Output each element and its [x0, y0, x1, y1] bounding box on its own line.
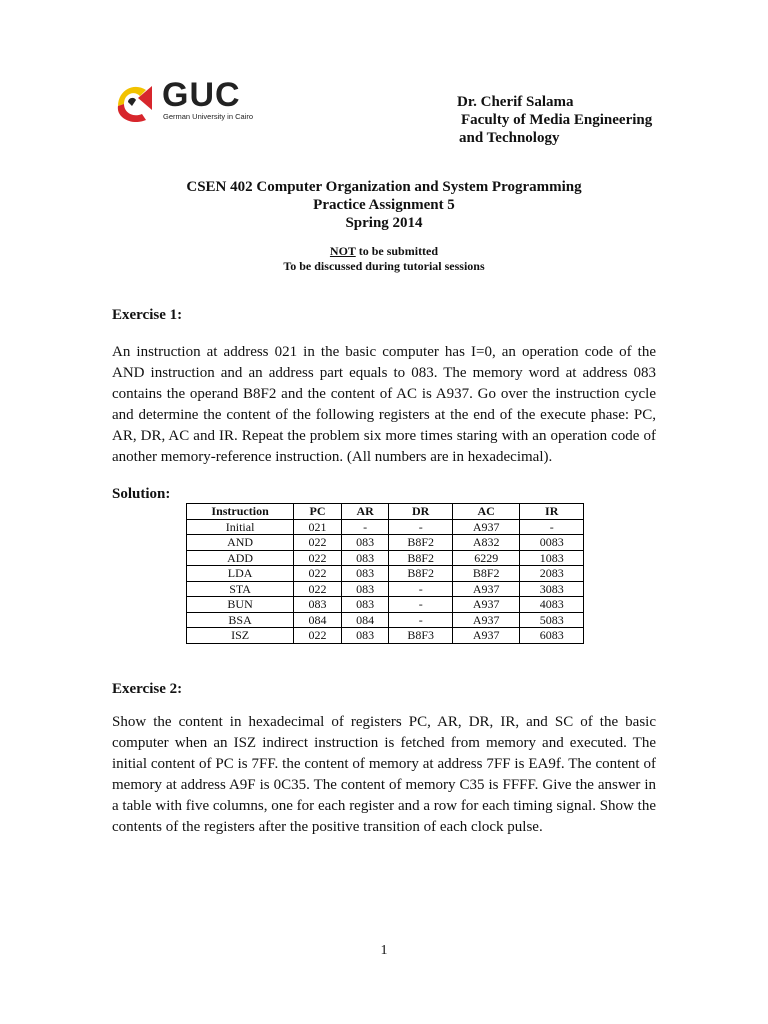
cell: 083 — [341, 628, 389, 644]
cell: 022 — [294, 581, 342, 597]
cell: A832 — [452, 535, 519, 551]
cell: STA — [187, 581, 294, 597]
cell: AND — [187, 535, 294, 551]
cell: B8F2 — [389, 566, 453, 582]
cell: B8F2 — [389, 535, 453, 551]
header-ac: AC — [452, 504, 519, 520]
table-row — [187, 535, 584, 551]
table-row — [187, 581, 584, 597]
table-row — [187, 612, 584, 628]
cell: 083 — [341, 550, 389, 566]
guc-logo — [112, 76, 282, 126]
notice-line2: To be discussed during tutorial sessions — [283, 259, 485, 273]
cell: 3083 — [520, 581, 584, 597]
cell: Initial — [187, 519, 294, 535]
exercise2-text: Show the content in hexadecimal of registers PC, AR, DR, IR, and SC of the basic computer when an ISZ indirect instruction is fetched from memory and executed. The initial content of PC is 7FF. the content of memory at address 7FF is EA9f. The content of memory at address A9F is 0C35. The content of memory C35 is FFFF. Give the answer in a table with five columns, one for each register and a row for each timing signal. Show the contents of the registers after the positive transition of each clock pulse. — [112, 714, 656, 835]
submission-notice — [0, 244, 768, 274]
table-row — [187, 550, 584, 566]
cell: BSA — [187, 612, 294, 628]
cell: 5083 — [520, 612, 584, 628]
cell: 021 — [294, 519, 342, 535]
cell: - — [341, 519, 389, 535]
cell: B8F2 — [452, 566, 519, 582]
cell: LDA — [187, 566, 294, 582]
table-row — [187, 519, 584, 535]
cell: - — [389, 581, 453, 597]
header-ir: IR — [520, 504, 584, 520]
exercise1-title: Exercise 1: — [112, 307, 183, 323]
cell: 6083 — [520, 628, 584, 644]
notice-line1-rest: to be submitted — [355, 244, 439, 258]
cell: 084 — [341, 612, 389, 628]
term: Spring 2014 — [345, 215, 423, 231]
author-faculty-line2: and Technology — [459, 130, 560, 146]
notice-not-word: NOT — [329, 244, 356, 258]
table-header-row — [187, 504, 584, 520]
table-row — [187, 597, 584, 613]
cell: - — [389, 519, 453, 535]
author-name: Dr. Cherif Salama — [457, 94, 574, 110]
cell: 4083 — [520, 597, 584, 613]
course-title: CSEN 402 Computer Organization and System Programming — [186, 179, 582, 195]
cell: A937 — [452, 612, 519, 628]
cell: BUN — [187, 597, 294, 613]
header-instruction: Instruction — [187, 504, 294, 520]
guc-emblem-icon — [112, 76, 158, 122]
assignment-title: Practice Assignment 5 — [313, 197, 455, 213]
header-pc: PC — [294, 504, 342, 520]
cell: 083 — [294, 597, 342, 613]
cell: 084 — [294, 612, 342, 628]
solution-title: Solution: — [112, 486, 171, 502]
table-row — [187, 628, 584, 644]
cell: 022 — [294, 628, 342, 644]
cell: 2083 — [520, 566, 584, 582]
table-row — [187, 566, 584, 582]
cell: 1083 — [520, 550, 584, 566]
logo-wordmark: GUC — [162, 76, 241, 114]
header-dr: DR — [389, 504, 453, 520]
author-block — [457, 93, 652, 147]
cell: - — [389, 612, 453, 628]
logo-subtitle: German University in Cairo — [163, 112, 254, 121]
cell: 083 — [341, 597, 389, 613]
cell: - — [389, 597, 453, 613]
cell: 083 — [341, 566, 389, 582]
cell: 083 — [341, 535, 389, 551]
cell: A937 — [452, 628, 519, 644]
page-number: 1 — [380, 943, 388, 958]
cell: - — [520, 519, 584, 535]
exercise1-text: An instruction at address 021 in the basic computer has I=0, an operation code of the AND instruction and an address part equals to 083. The memory word at address 083 contains the operand B8F2 and the content of AC is A937. Go over the instruction cycle and determine the content of the following registers at the end of the execute phase: PC, AR, DR, AC and IR. Repeat the problem six more times staring with an operation code of another memory-reference instruction. (All numbers are in hexadecimal). — [112, 344, 656, 465]
cell: B8F3 — [389, 628, 453, 644]
cell: 022 — [294, 550, 342, 566]
cell: A937 — [452, 597, 519, 613]
cell: 0083 — [520, 535, 584, 551]
cell: A937 — [452, 519, 519, 535]
cell: 6229 — [452, 550, 519, 566]
cell: ADD — [187, 550, 294, 566]
author-faculty-line1: Faculty of Media Engineering — [461, 112, 653, 128]
cell: 083 — [341, 581, 389, 597]
cell: 022 — [294, 566, 342, 582]
cell: ISZ — [187, 628, 294, 644]
cell: 022 — [294, 535, 342, 551]
course-header — [0, 178, 768, 232]
exercise2-title: Exercise 2: — [112, 681, 183, 697]
cell: B8F2 — [389, 550, 453, 566]
cell: A937 — [452, 581, 519, 597]
header-ar: AR — [341, 504, 389, 520]
solution-table — [186, 503, 584, 644]
